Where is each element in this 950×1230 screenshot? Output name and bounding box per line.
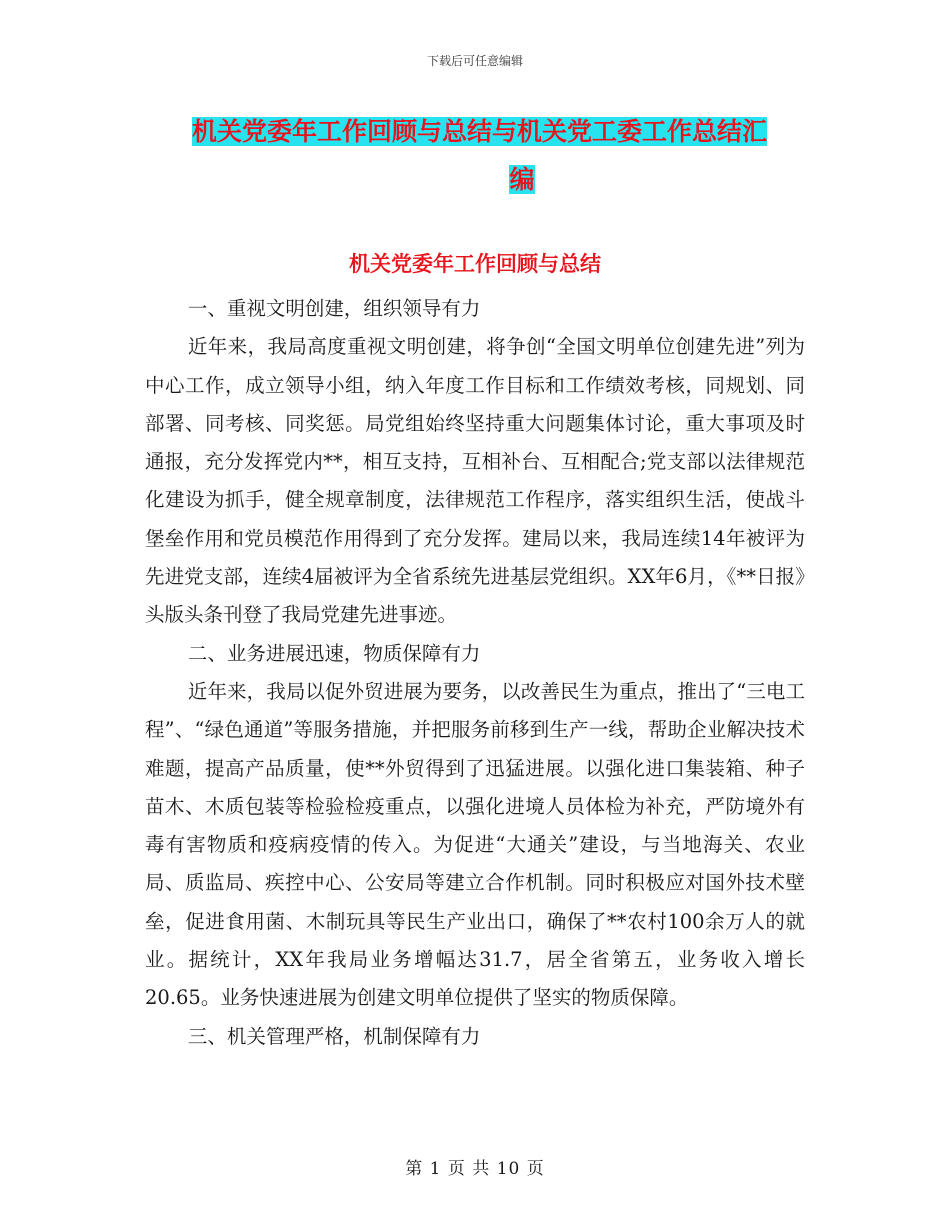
document-title-line1: 机关党委年工作回顾与总结与机关党工委工作总结汇 — [192, 117, 768, 146]
page-footer: 第 1 页 共 10 页 — [405, 1159, 545, 1179]
paragraph-1: 近年来，我局高度重视文明创建，将争创“全国文明单位创建先进”列为中心工作，成立领导小组，纳入年度工作目标和工作绩效考核，同规划、同部署、同考核、同奖惩。局党组始终坚持重大问题集体讨论，重大事项及时通报，充分发挥党内**，相互支持，互相补台、互相配合;党支部以法律规范化建设为抓手，健全规章制度，法律规范工作程序，落实组织生活，使战斗堡垒作用和党员模范作用得到了充分发挥。建局以来，我局连续14年被评为先进党支部，连续4届被评为全省系统先进基层党组织。XX年6月，《**日报》头版头条刊登了我局党建先进事迹。 — [145, 335, 805, 627]
paragraph-2: 近年来，我局以促外贸进展为要务，以改善民生为重点，推出了“三电工程”、“绿色通道”等服务措施，并把服务前移到生产一线，帮助企业解决技术难题，提高产品质量，使**外贸得到了迅猛进展。以强化进口集装箱、种子苗木、木质包装等检验检疫重点，以强化进境人员体检为补充，严防境外有毒有害物质和疫病疫情的传入。为促进“大通关”建设，与当地海关、农业局、质监局、疾控中心、公安局等建立合作机制。同时积极应对国外技术壁垒，促进食用菌、木制玩具等民生产业出口，确保了**农村100余万人的就业。据统计，XX年我局业务增幅达31.7，居全省第五，业务收入增长20.65。业务快速进展为创建文明单位提供了坚实的物质保障。 — [145, 679, 805, 1010]
document-body — [145, 290, 805, 1056]
document-title — [192, 108, 812, 204]
header-note: 下载后可任意编辑 — [426, 54, 523, 68]
heading-1: 一、重视文明创建，组织领导有力 — [187, 297, 481, 320]
section-title: 机关党委年工作回顾与总结 — [349, 252, 601, 276]
heading-2: 二、业务进展迅速，物质保障有力 — [187, 641, 481, 665]
heading-3: 三、机关管理严格，机制保障有力 — [187, 1024, 481, 1048]
document-title-line2: 编 — [509, 165, 535, 194]
